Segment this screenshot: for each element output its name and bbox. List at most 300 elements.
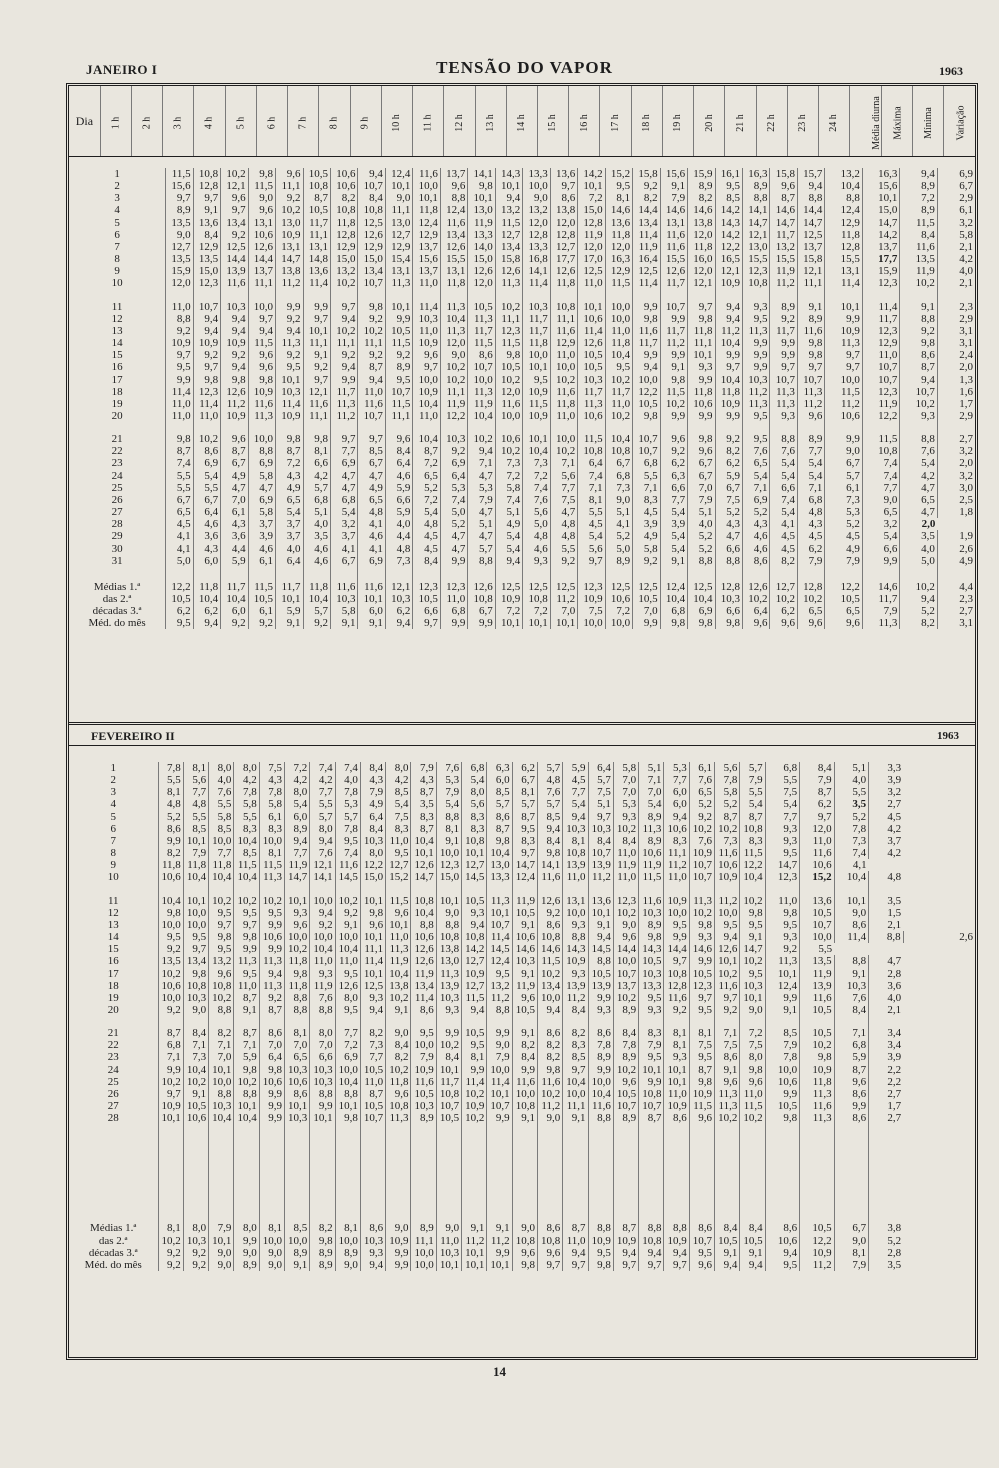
table-row (69, 361, 975, 373)
value-cell: 11,5 (248, 337, 275, 349)
table-row (69, 798, 975, 810)
value-cell: 10,3 (284, 1064, 309, 1076)
value-cell: 4,1 (358, 543, 385, 555)
value-cell: 11,9 (770, 265, 797, 277)
value-cell: 11,1 (440, 386, 467, 398)
value-cell: 12,9 (330, 241, 357, 253)
medias-value: 12,5 (605, 581, 632, 593)
value-cell: 10,5 (512, 1004, 537, 1016)
header-cell (662, 86, 693, 156)
value-cell: 10,2 (660, 398, 687, 410)
value-cell: 9,8 (765, 907, 800, 919)
value-cell: 9,1 (386, 1004, 411, 1016)
value-cell: 11,3 (495, 277, 522, 289)
value-cell: 5,9 (385, 482, 412, 494)
value-cell: 10,3 (743, 374, 770, 386)
value-cell: 4,3 (743, 518, 770, 530)
value-cell: 9,2 (660, 445, 687, 457)
value-cell: 8,0 (310, 823, 335, 835)
value-cell: 5,5 (209, 798, 234, 810)
medias-value: 7,9 (834, 1259, 869, 1271)
value-cell: 4,3 (193, 543, 220, 555)
medias-value: 10,6 (765, 1235, 800, 1247)
value-cell: 8,8 (468, 555, 495, 567)
medias-value: 8,6 (765, 1222, 800, 1234)
value-cell: 15,7 (797, 168, 824, 180)
header-cell (194, 86, 225, 156)
value-cell: 11,3 (468, 386, 495, 398)
value-cell: 7,4 (770, 494, 797, 506)
value-cell: 9,9 (688, 374, 715, 386)
value-cell: 10,1 (284, 1100, 309, 1112)
value-cell: 11,5 (825, 386, 862, 398)
value-cell: 9,5 (689, 1051, 714, 1063)
value-cell: 4,6 (743, 543, 770, 555)
value-cell: 10,6 (765, 1076, 800, 1088)
year-label: 1963 (939, 64, 963, 78)
value-cell: 9,8 (234, 931, 259, 943)
value-cell: 17,7 (862, 253, 899, 265)
value-cell: 11,1 (303, 410, 330, 422)
value-cell: 7,4 (335, 762, 360, 774)
value-cell: 5,1 (688, 506, 715, 518)
value-cell: 11,0 (862, 349, 899, 361)
value-cell: 6,2 (800, 798, 835, 810)
value-cell: 10,4 (411, 835, 436, 847)
value-cell: 4,2 (386, 774, 411, 786)
value-cell: 11,7 (578, 386, 605, 398)
medias-value: 8,4 (715, 1222, 740, 1234)
value-cell: 9,5 (158, 931, 183, 943)
value-cell: 10,7 (800, 919, 835, 931)
value-cell: 10,3 (440, 433, 467, 445)
value-cell: 10,2 (358, 325, 385, 337)
value-cell: 11,8 (715, 386, 742, 398)
value-cell: 8,1 (605, 192, 632, 204)
value-cell: 11,9 (284, 859, 309, 871)
value-cell: 7,8 (765, 1051, 800, 1063)
value-cell: 12,3 (862, 325, 899, 337)
value-cell: 7,6 (523, 494, 550, 506)
header-cell (350, 86, 381, 156)
value-cell: 9,2 (358, 349, 385, 361)
value-cell: 11,5 (468, 337, 495, 349)
value-cell: 10,2 (689, 907, 714, 919)
value-cell: 9,5 (385, 374, 412, 386)
value-cell: 10,1 (386, 919, 411, 931)
medias-value: 5,2 (900, 605, 937, 617)
value-cell: 10,0 (310, 895, 335, 907)
value-cell: 13,5 (193, 253, 220, 265)
value-cell: 10,5 (639, 955, 664, 967)
value-cell: 5,4 (436, 798, 461, 810)
value-cell: 4,3 (276, 470, 303, 482)
value-cell: 5,2 (605, 530, 632, 542)
value-cell: 6,2 (512, 762, 537, 774)
value-cell: 7,7 (209, 847, 234, 859)
value-cell: 9,3 (743, 301, 770, 313)
value-cell: 10,3 (284, 1112, 309, 1124)
header-cell (944, 86, 975, 156)
value-cell: 11,5 (166, 168, 193, 180)
value-cell: 13,6 (800, 895, 835, 907)
value-cell: 8,9 (613, 1004, 638, 1016)
value-cell: 13,5 (900, 253, 937, 265)
day-cell: 11 (111, 300, 123, 313)
medias-value: 8,9 (310, 1259, 335, 1271)
value-cell: 10,0 (523, 180, 550, 192)
value-cell: 10,6 (158, 871, 183, 883)
value-cell: 4,7 (468, 506, 495, 518)
value-cell: 10,4 (440, 313, 467, 325)
value-cell: 6,0 (487, 774, 512, 786)
value-cell: 10,4 (335, 1076, 360, 1088)
value-cell: 3,4 (869, 1039, 904, 1051)
medias-value: 9,0 (335, 1259, 360, 1271)
value-cell: 11,3 (259, 871, 284, 883)
value-cell: 14,1 (310, 871, 335, 883)
header-label: 21 h (734, 114, 746, 132)
value-cell: 7,0 (284, 1039, 309, 1051)
value-cell: 10,1 (588, 907, 613, 919)
value-cell: 5,2 (743, 506, 770, 518)
medias-value: 6,6 (413, 605, 440, 617)
value-cell: 8,2 (688, 192, 715, 204)
value-cell: 9,4 (310, 835, 335, 847)
value-cell: 9,3 (462, 907, 487, 919)
header-label: 3 h (172, 116, 184, 130)
medias-value: 8,8 (639, 1222, 664, 1234)
value-cell: 4,6 (248, 543, 275, 555)
medias-value: 6,8 (440, 605, 467, 617)
value-cell: 9,9 (259, 1112, 284, 1124)
value-cell: 10,9 (825, 325, 862, 337)
value-cell: 11,3 (715, 1100, 740, 1112)
value-cell: 9,6 (660, 433, 687, 445)
value-cell: 10,8 (862, 445, 899, 457)
value-cell: 8,1 (462, 1051, 487, 1063)
value-cell: 11,6 (660, 241, 687, 253)
value-cell: 11,3 (639, 823, 664, 835)
value-cell: 2,7 (869, 798, 904, 810)
value-cell: 4,4 (385, 530, 412, 542)
medias-value: 9,4 (193, 617, 220, 629)
value-cell: 8,7 (639, 1112, 664, 1124)
value-cell: 10,1 (468, 192, 495, 204)
medias-value: 8,9 (284, 1247, 309, 1259)
value-cell: 11,3 (248, 410, 275, 422)
medias-label: Médias 1.ª (93, 580, 141, 593)
value-cell: 9,8 (248, 168, 275, 180)
value-cell: 3,7 (276, 530, 303, 542)
value-cell: 8,8 (310, 1088, 335, 1100)
value-cell: 12,2 (440, 410, 467, 422)
day-cell: 4 (110, 798, 116, 811)
medias-value: 10,4 (660, 593, 687, 605)
value-cell: 5,8 (248, 506, 275, 518)
medias-value: 10,9 (386, 1235, 411, 1247)
value-cell: 9,0 (613, 919, 638, 931)
value-cell: 14,2 (462, 943, 487, 955)
value-cell: 11,6 (715, 980, 740, 992)
value-cell: 4,8 (523, 530, 550, 542)
value-cell: 11,5 (578, 433, 605, 445)
value-cell: 9,1 (797, 301, 824, 313)
day-cell: 8 (110, 847, 116, 860)
value-cell: 15,2 (800, 871, 835, 883)
table-row (69, 895, 975, 907)
value-cell: 11,6 (440, 217, 467, 229)
value-cell: 8,4 (358, 192, 385, 204)
value-cell: 5,1 (639, 762, 664, 774)
value-cell: 9,4 (259, 968, 284, 980)
value-cell: 8,5 (358, 445, 385, 457)
value-cell: 7,7 (664, 774, 689, 786)
day-cell: 18 (107, 979, 119, 992)
value-cell: 8,6 (664, 1112, 689, 1124)
value-cell: 2,9 (937, 313, 975, 325)
value-cell: 8,1 (284, 1027, 309, 1039)
value-cell: 13,9 (221, 265, 248, 277)
value-cell: 11,8 (413, 204, 440, 216)
value-cell: 10,6 (411, 931, 436, 943)
value-cell: 10,0 (664, 907, 689, 919)
page-number: 14 (493, 1364, 506, 1379)
table-row (69, 1100, 975, 1112)
value-cell: 5,4 (413, 506, 440, 518)
value-cell: 10,0 (209, 835, 234, 847)
medias-value: 12,5 (495, 581, 522, 593)
value-cell: 11,0 (613, 847, 638, 859)
value-cell: 3,4 (869, 1027, 904, 1039)
value-cell: 4,6 (303, 555, 330, 567)
value-cell: 11,4 (487, 931, 512, 943)
header-label: 20 h (703, 114, 715, 132)
value-cell: 10,7 (613, 968, 638, 980)
value-cell: 9,8 (633, 410, 660, 422)
value-cell: 10,8 (639, 1088, 664, 1100)
value-cell: 4,2 (869, 847, 904, 859)
value-cell: 11,0 (386, 835, 411, 847)
value-cell: 4,0 (303, 518, 330, 530)
value-cell: 5,8 (613, 762, 638, 774)
medias-value: 10,2 (743, 593, 770, 605)
value-cell: 1,8 (937, 506, 975, 518)
value-cell: 9,1 (436, 835, 461, 847)
value-cell: 11,3 (770, 386, 797, 398)
value-cell: 10,0 (248, 301, 275, 313)
value-cell: 14,4 (633, 204, 660, 216)
value-cell: 8,0 (209, 762, 234, 774)
value-cell: 8,3 (462, 823, 487, 835)
value-cell: 10,1 (209, 1064, 234, 1076)
value-cell: 12,3 (862, 386, 899, 398)
value-cell: 10,0 (259, 835, 284, 847)
medias-value: 10,8 (537, 1235, 562, 1247)
value-cell: 8,6 (588, 1027, 613, 1039)
value-cell: 8,8 (248, 445, 275, 457)
value-cell: 13,8 (688, 217, 715, 229)
value-cell: 9,4 (588, 931, 613, 943)
value-cell: 5,0 (605, 543, 632, 555)
medias-value: 10,5 (633, 593, 660, 605)
value-cell: 11,3 (825, 337, 862, 349)
day-cell: 21 (107, 1027, 119, 1040)
value-cell: 14,5 (462, 871, 487, 883)
medias-value: 10,9 (578, 593, 605, 605)
header-label: 11 h (422, 114, 434, 132)
day-cell: 28 (107, 1112, 119, 1125)
value-cell: 10,2 (259, 895, 284, 907)
medias-value: 11,8 (303, 581, 330, 593)
value-cell: 11,9 (900, 265, 937, 277)
value-cell: 9,9 (834, 1100, 869, 1112)
value-cell: 10,0 (563, 907, 588, 919)
value-cell: 8,2 (330, 192, 357, 204)
value-cell: 6,1 (825, 482, 862, 494)
value-cell: 9,2 (550, 555, 577, 567)
value-cell: 11,0 (563, 871, 588, 883)
value-cell: 12,4 (765, 980, 800, 992)
value-cell: 7,0 (613, 786, 638, 798)
header-label: 4 h (203, 116, 215, 130)
value-cell: 6,4 (588, 762, 613, 774)
value-cell: 12,4 (512, 871, 537, 883)
value-cell: 12,0 (688, 265, 715, 277)
value-cell: 9,7 (303, 374, 330, 386)
value-cell: 10,5 (588, 968, 613, 980)
value-cell: 8,7 (900, 361, 937, 373)
value-cell: 5,4 (462, 774, 487, 786)
value-cell: 9,5 (743, 410, 770, 422)
value-cell: 9,7 (193, 192, 220, 204)
value-cell: 11,6 (797, 325, 824, 337)
table-row (69, 398, 975, 410)
value-cell: 8,5 (765, 1027, 800, 1039)
value-cell: 8,9 (770, 301, 797, 313)
value-cell: 11,7 (523, 313, 550, 325)
value-cell: 4,0 (834, 774, 869, 786)
value-cell: 10,2 (495, 445, 522, 457)
value-cell: 9,7 (303, 313, 330, 325)
value-cell: 3,5 (411, 798, 436, 810)
medias-value: 9,0 (259, 1247, 284, 1259)
value-cell: 6,5 (862, 506, 899, 518)
medias-value: 11,5 (248, 581, 275, 593)
value-cell: 5,4 (495, 530, 522, 542)
medias-value: 5,2 (869, 1235, 904, 1247)
medias-value: 6,2 (193, 605, 220, 617)
value-cell: 10,1 (578, 301, 605, 313)
medias-value: 7,2 (523, 605, 550, 617)
value-cell: 10,3 (413, 313, 440, 325)
value-cell: 12,2 (862, 410, 899, 422)
header-cell (506, 86, 537, 156)
header-cell (600, 86, 631, 156)
header-dia: Dia (75, 113, 94, 128)
value-cell: 9,9 (770, 349, 797, 361)
value-cell: 10,2 (462, 1112, 487, 1124)
value-cell: 8,4 (385, 445, 412, 457)
value-cell: 1,9 (937, 530, 975, 542)
medias-label: Médias 1.ª (90, 1222, 137, 1235)
header-cell (225, 86, 256, 156)
value-cell: 11,7 (436, 1076, 461, 1088)
value-cell: 5,4 (862, 530, 899, 542)
value-cell: 9,8 (183, 968, 208, 980)
value-cell: 8,2 (633, 192, 660, 204)
value-cell: 12,9 (862, 337, 899, 349)
value-cell: 10,2 (613, 907, 638, 919)
day-cell: 28 (111, 518, 123, 531)
medias-value: 9,8 (512, 1259, 537, 1271)
value-cell: 4,3 (259, 774, 284, 786)
value-cell: 6,9 (358, 555, 385, 567)
value-cell: 5,5 (550, 543, 577, 555)
value-cell: 10,5 (633, 398, 660, 410)
value-cell: 12,5 (360, 980, 385, 992)
value-cell: 11,4 (834, 931, 869, 943)
value-cell: 8,1 (563, 835, 588, 847)
value-cell: 7,7 (797, 445, 824, 457)
table-row (69, 980, 975, 992)
table-row (69, 253, 975, 265)
value-cell: 12,5 (221, 241, 248, 253)
value-cell: 6,7 (688, 470, 715, 482)
header-cell (694, 86, 725, 156)
value-cell: 10,4 (563, 1076, 588, 1088)
medias-row (69, 1259, 975, 1271)
value-cell: 7,0 (688, 482, 715, 494)
value-cell: 7,7 (284, 847, 309, 859)
medias-value: 8,2 (900, 617, 937, 629)
value-cell: 11,2 (487, 992, 512, 1004)
value-cell: 13,5 (166, 217, 193, 229)
value-cell: 8,6 (743, 555, 770, 567)
value-cell: 9,0 (436, 907, 461, 919)
value-cell: 8,8 (284, 992, 309, 1004)
value-cell: 2,7 (937, 433, 975, 445)
value-cell: 16,8 (523, 253, 550, 265)
table-row (69, 774, 975, 786)
value-cell: 9,2 (303, 361, 330, 373)
value-cell: 11,6 (537, 871, 562, 883)
value-cell: 14,1 (537, 859, 562, 871)
table-row (69, 943, 975, 955)
value-cell: 6,8 (633, 457, 660, 469)
day-cell: 2 (110, 774, 116, 787)
value-cell: 11,7 (468, 325, 495, 337)
value-cell: 3,5 (869, 895, 904, 907)
value-cell: 12,8 (523, 229, 550, 241)
value-cell: 5,5 (166, 482, 193, 494)
value-cell: 15,9 (688, 168, 715, 180)
value-cell: 11,6 (221, 277, 248, 289)
value-cell: 10,8 (605, 445, 632, 457)
medias-value: 9,4 (765, 1247, 800, 1259)
value-cell: 6,6 (303, 457, 330, 469)
value-cell: 13,2 (487, 980, 512, 992)
value-cell: 9,6 (386, 1088, 411, 1100)
value-cell: 8,2 (386, 1051, 411, 1063)
value-cell: 5,2 (158, 811, 183, 823)
value-cell: 12,9 (550, 337, 577, 349)
day-cell: 22 (107, 1039, 119, 1052)
value-cell: 10,2 (537, 968, 562, 980)
value-cell: 10,6 (495, 433, 522, 445)
medias-value: 10,8 (468, 593, 495, 605)
value-cell: 9,1 (335, 919, 360, 931)
